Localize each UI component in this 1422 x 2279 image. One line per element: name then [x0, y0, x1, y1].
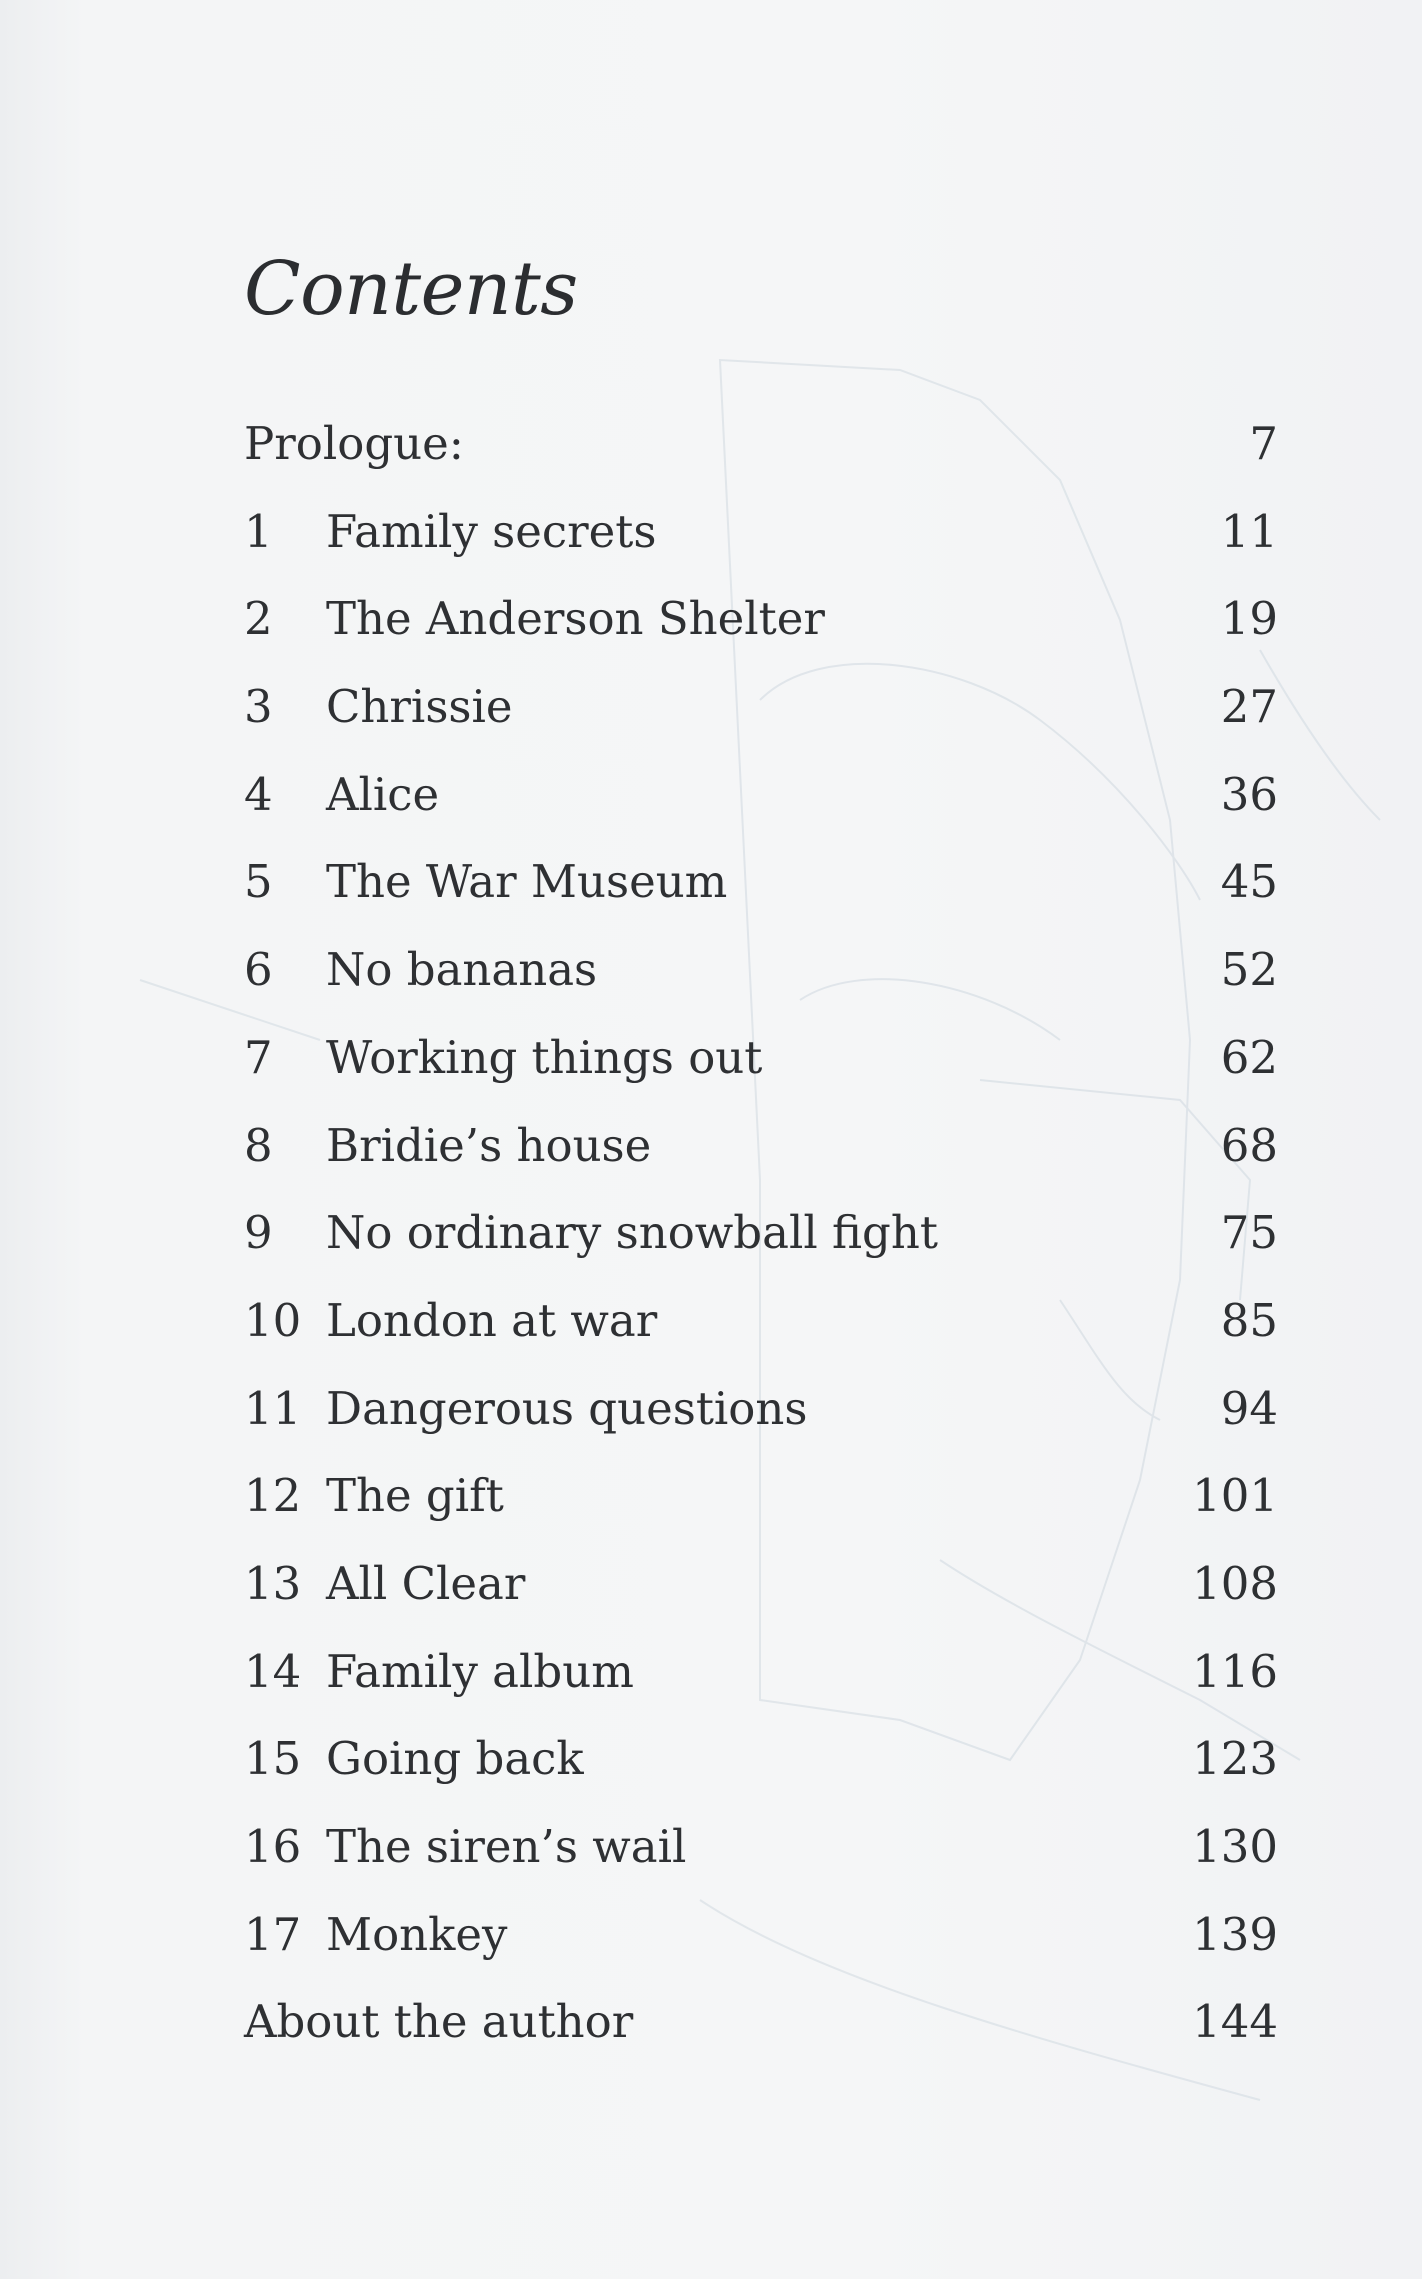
toc-row-about-author — [244, 1978, 1278, 2066]
toc-row-chapter-2 — [244, 575, 1278, 663]
toc-entry-title: Bridie’s house — [326, 1118, 652, 1172]
toc-entry-title: Chrissie — [326, 680, 513, 734]
toc-page-number: 27 — [1220, 680, 1278, 734]
toc-page-number: 62 — [1220, 1030, 1278, 1084]
toc-chapter-number: 10 — [244, 1293, 302, 1347]
toc-row-chapter-10 — [244, 1277, 1278, 1365]
toc-entry-title: No ordinary snowball fight — [326, 1206, 938, 1260]
toc-entry-title: Alice — [326, 767, 440, 821]
toc-page-number: 45 — [1220, 855, 1278, 909]
toc-entry-title: London at war — [326, 1293, 658, 1347]
toc-row-chapter-4 — [244, 751, 1278, 839]
toc-chapter-number: 6 — [244, 943, 273, 997]
toc-entry-title: About the author — [244, 1995, 634, 2049]
toc-page-number: 144 — [1192, 1995, 1278, 2049]
toc-row-chapter-5 — [244, 838, 1278, 926]
toc-page-number: 139 — [1192, 1907, 1278, 1961]
toc-row-prologue — [244, 400, 1278, 488]
toc-chapter-number: 11 — [244, 1381, 302, 1435]
toc-page-number: 130 — [1192, 1820, 1278, 1873]
toc-entry-title: Family album — [326, 1644, 634, 1698]
toc-page-number: 116 — [1192, 1644, 1278, 1698]
toc-row-chapter-9 — [244, 1189, 1278, 1277]
toc-row-chapter-14 — [244, 1628, 1278, 1716]
toc-page-number: 11 — [1220, 504, 1278, 558]
toc-page-number: 52 — [1220, 943, 1278, 997]
toc-chapter-number: 16 — [244, 1820, 302, 1873]
toc-chapter-number: 1 — [244, 504, 273, 558]
toc-entry-title: The Anderson Shelter — [326, 592, 825, 646]
toc-row-chapter-3 — [244, 663, 1278, 751]
toc-entry-title: All Clear — [326, 1556, 526, 1610]
toc-row-chapter-17 — [244, 1891, 1278, 1979]
toc-entry-title: Family secrets — [326, 504, 657, 558]
table-of-contents — [244, 400, 1278, 2066]
toc-entry-title: Going back — [326, 1732, 584, 1786]
toc-entry-title: Prologue: — [244, 417, 464, 470]
toc-chapter-number: 2 — [244, 592, 273, 646]
toc-chapter-number: 14 — [244, 1644, 302, 1698]
toc-entry-title: Dangerous questions — [326, 1381, 808, 1435]
toc-row-chapter-15 — [244, 1715, 1278, 1803]
toc-chapter-number: 3 — [244, 680, 273, 734]
toc-page-number: 94 — [1220, 1381, 1278, 1435]
toc-entry-title: Monkey — [326, 1907, 508, 1961]
toc-entry-title: The siren’s wail — [326, 1820, 687, 1873]
toc-entry-title: Working things out — [326, 1030, 763, 1084]
toc-chapter-number: 5 — [244, 855, 273, 909]
toc-page-number: 85 — [1220, 1293, 1278, 1347]
toc-page-number: 123 — [1192, 1732, 1278, 1786]
toc-page-number: 75 — [1220, 1206, 1278, 1260]
toc-page-number: 7 — [1249, 417, 1278, 470]
toc-row-chapter-13 — [244, 1540, 1278, 1628]
toc-chapter-number: 13 — [244, 1556, 302, 1610]
page-title: Contents — [244, 246, 578, 332]
toc-row-chapter-1 — [244, 488, 1278, 576]
toc-entry-title: The War Museum — [326, 855, 728, 909]
toc-chapter-number: 7 — [244, 1030, 273, 1084]
toc-row-chapter-11 — [244, 1365, 1278, 1453]
toc-chapter-number: 8 — [244, 1118, 273, 1172]
toc-chapter-number: 15 — [244, 1732, 302, 1786]
toc-page-number: 101 — [1192, 1469, 1278, 1523]
toc-page-number: 36 — [1220, 767, 1278, 821]
toc-row-chapter-6 — [244, 926, 1278, 1014]
toc-page-number: 19 — [1220, 592, 1278, 646]
toc-entry-title: No bananas — [326, 943, 598, 997]
toc-chapter-number: 12 — [244, 1469, 302, 1523]
toc-chapter-number: 9 — [244, 1206, 273, 1260]
toc-row-chapter-7 — [244, 1014, 1278, 1102]
toc-chapter-number: 17 — [244, 1907, 302, 1961]
toc-page-number: 108 — [1192, 1556, 1278, 1610]
toc-row-chapter-12 — [244, 1452, 1278, 1540]
toc-entry-title: The gift — [326, 1469, 504, 1523]
toc-page-number: 68 — [1220, 1118, 1278, 1172]
toc-row-chapter-8 — [244, 1102, 1278, 1190]
toc-chapter-number: 4 — [244, 767, 273, 821]
toc-row-chapter-16 — [244, 1803, 1278, 1891]
